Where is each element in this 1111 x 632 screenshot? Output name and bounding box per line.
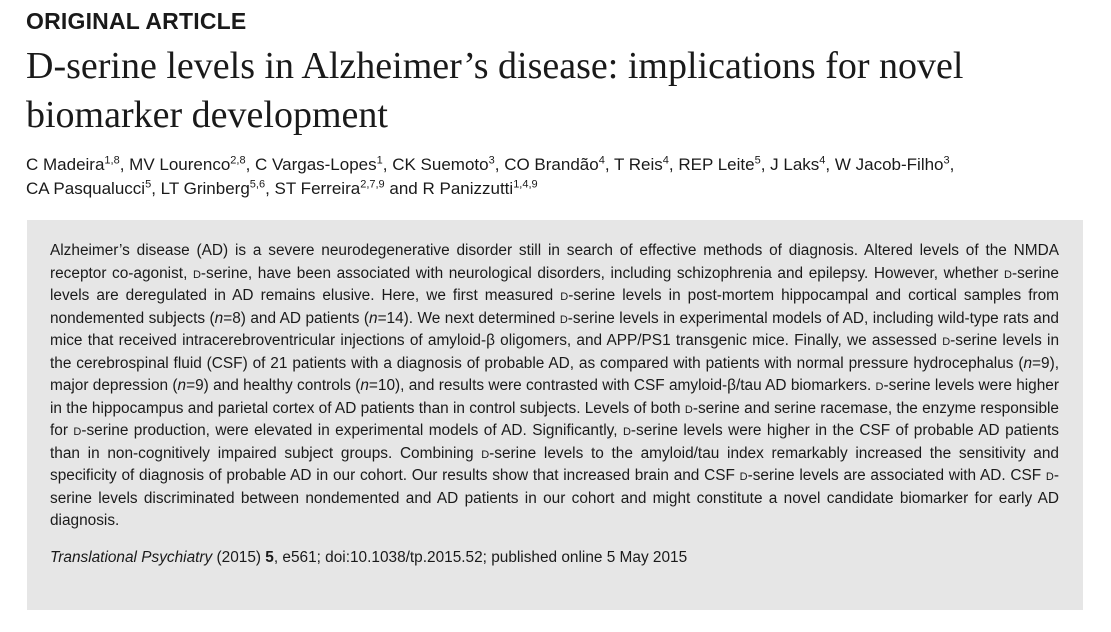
author-affiliation: 5 <box>145 178 152 191</box>
abstract-small-caps: d <box>739 467 748 484</box>
abstract-segment: -serine production, were elevated in experimental models of AD. Significantly, <box>81 422 623 439</box>
abstract-segment: -serine levels in the cerebrospinal fluid (CSF) of 21 patients with a diagnosis of probable AD, as compared with patients with normal pressure hydrocephalus ( <box>50 332 1059 372</box>
abstract-small-caps: d <box>73 422 82 439</box>
author-affiliation: 5,6 <box>249 178 266 191</box>
article-title <box>26 42 1096 140</box>
author-name: T Reis <box>613 155 663 174</box>
abstract-small-caps: d <box>1004 264 1012 282</box>
abstract-segment: -serine levels discriminated between nondemented and AD patients in our cohort and might constitute a novel candidate biomarker for early AD diagnosis. <box>50 467 1059 529</box>
abstract-small-caps: d <box>481 444 490 462</box>
abstract-segment: -serine, have been associated with neurological disorders, including schizophrenia and epilepsy. However, whether <box>200 264 1004 282</box>
author-affiliation: 4 <box>662 154 669 167</box>
abstract-italic: n <box>1023 354 1033 372</box>
author-name: CO Brandão <box>504 155 599 174</box>
abstract-segment: -serine levels were higher in the CSF of probable AD patients than in non-cognitively impaired subject groups. Combining <box>50 422 1059 462</box>
author-affiliation: 3 <box>943 154 950 167</box>
citation-line <box>50 547 1059 569</box>
author-affiliation: 2,8 <box>230 154 246 167</box>
abstract-segment: -serine levels are deregulated in AD remains elusive. Here, we first measured <box>50 264 1059 304</box>
abstract-box <box>27 220 1083 610</box>
author-name: R Panizzutti <box>422 179 514 198</box>
author-separator: , <box>265 179 275 198</box>
abstract-segment: =9), major depression ( <box>50 354 1059 394</box>
author-separator: , <box>119 155 130 174</box>
abstract-italic: n <box>214 309 224 327</box>
citation-year: (2015) <box>212 548 266 566</box>
author-list <box>26 153 1096 201</box>
abstract-segment: -serine levels were higher in the hippocampus and parietal cortex of AD patients than in control subjects. Levels of both <box>50 377 1059 417</box>
citation-volume: 5 <box>265 548 274 566</box>
abstract-segment: =9) and healthy controls ( <box>186 377 361 394</box>
author-name: ST Ferreira <box>274 179 361 198</box>
abstract-italic: n <box>177 377 187 394</box>
abstract-segment: -serine levels are associated with AD. CSF <box>747 467 1046 484</box>
author-separator: , <box>949 155 955 174</box>
abstract-italic: n <box>369 309 378 327</box>
abstract-segment: -serine levels in experimental models of AD, including wild-type rats and mice that received intracerebroventricular injections of amyloid-β oligomers, and APP/PS1 transgenic mice. Finally, we assessed <box>50 309 1059 349</box>
title-small-caps-d: D <box>26 45 54 87</box>
abstract-italic: n <box>360 377 369 394</box>
author-name: CA Pasqualucci <box>26 179 146 198</box>
author-name: C Vargas-Lopes <box>255 155 377 174</box>
abstract-small-caps: d <box>1045 467 1054 484</box>
citation-details: , e561; doi:10.1038/tp.2015.52; published online 5 May 2015 <box>273 548 688 566</box>
author-affiliation: 4 <box>819 154 826 167</box>
author-separator: , <box>825 155 835 174</box>
abstract-segment: =8) and AD patients ( <box>223 309 369 327</box>
author-separator: and <box>384 179 423 198</box>
author-affiliation: 3 <box>488 154 495 167</box>
abstract-segment: -serine and serine racemase, the enzyme responsible for <box>50 399 1059 439</box>
abstract-segment: -serine levels in post-mortem hippocampal and cortical samples from nondemented subjects ( <box>50 287 1059 327</box>
author-separator: , <box>604 155 614 174</box>
author-separator: , <box>494 155 505 174</box>
author-name: W Jacob-Filho <box>834 155 944 174</box>
author-affiliation: 1,4,9 <box>513 178 538 191</box>
author-separator: , <box>245 155 256 174</box>
abstract-small-caps: d <box>192 264 201 282</box>
title-text: -serine levels in Alzheimer’s disease: implications for novel biomarker development <box>26 45 964 136</box>
author-affiliation: 2,7,9 <box>360 178 385 191</box>
author-affiliation: 1 <box>376 154 383 167</box>
abstract-small-caps: d <box>684 399 693 417</box>
author-name: LT Grinberg <box>160 179 250 198</box>
abstract-small-caps: d <box>560 287 569 304</box>
author-affiliation: 5 <box>754 154 761 167</box>
section-label: ORIGINAL ARTICLE <box>26 8 247 34</box>
author-separator: , <box>151 179 161 198</box>
abstract-small-caps: d <box>875 377 884 394</box>
abstract-segment: Alzheimer’s disease (AD) is a severe neurodegenerative disorder still in search of effective methods of diagnosis. Altered levels of the NMDA receptor co-agonist, <box>50 242 1059 282</box>
abstract-small-caps: d <box>942 332 951 349</box>
author-separator: , <box>668 155 679 174</box>
abstract-segment: =14). We next determined <box>377 309 560 327</box>
abstract-segment: =10), and results were contrasted with CSF amyloid-β/tau AD biomarkers. <box>368 377 876 394</box>
author-affiliation: 4 <box>598 154 605 167</box>
author-name: J Laks <box>770 155 820 174</box>
author-separator: , <box>760 155 771 174</box>
author-separator: , <box>382 155 393 174</box>
abstract-small-caps: d <box>622 422 631 439</box>
abstract-segment: -serine levels to the amyloid/tau index remarkably increased the sensitivity and specificity of diagnosis of probable AD in our cohort. Our results show that increased brain and CSF <box>50 444 1059 484</box>
abstract-small-caps: d <box>559 309 568 327</box>
author-name: C Madeira <box>26 155 105 174</box>
citation-journal: Translational Psychiatry <box>50 548 213 566</box>
author-name: CK Suemoto <box>392 155 489 174</box>
author-name: MV Lourenco <box>129 155 231 174</box>
author-name: REP Leite <box>678 155 755 174</box>
abstract-text <box>50 240 1059 533</box>
author-affiliation: 1,8 <box>104 154 120 167</box>
